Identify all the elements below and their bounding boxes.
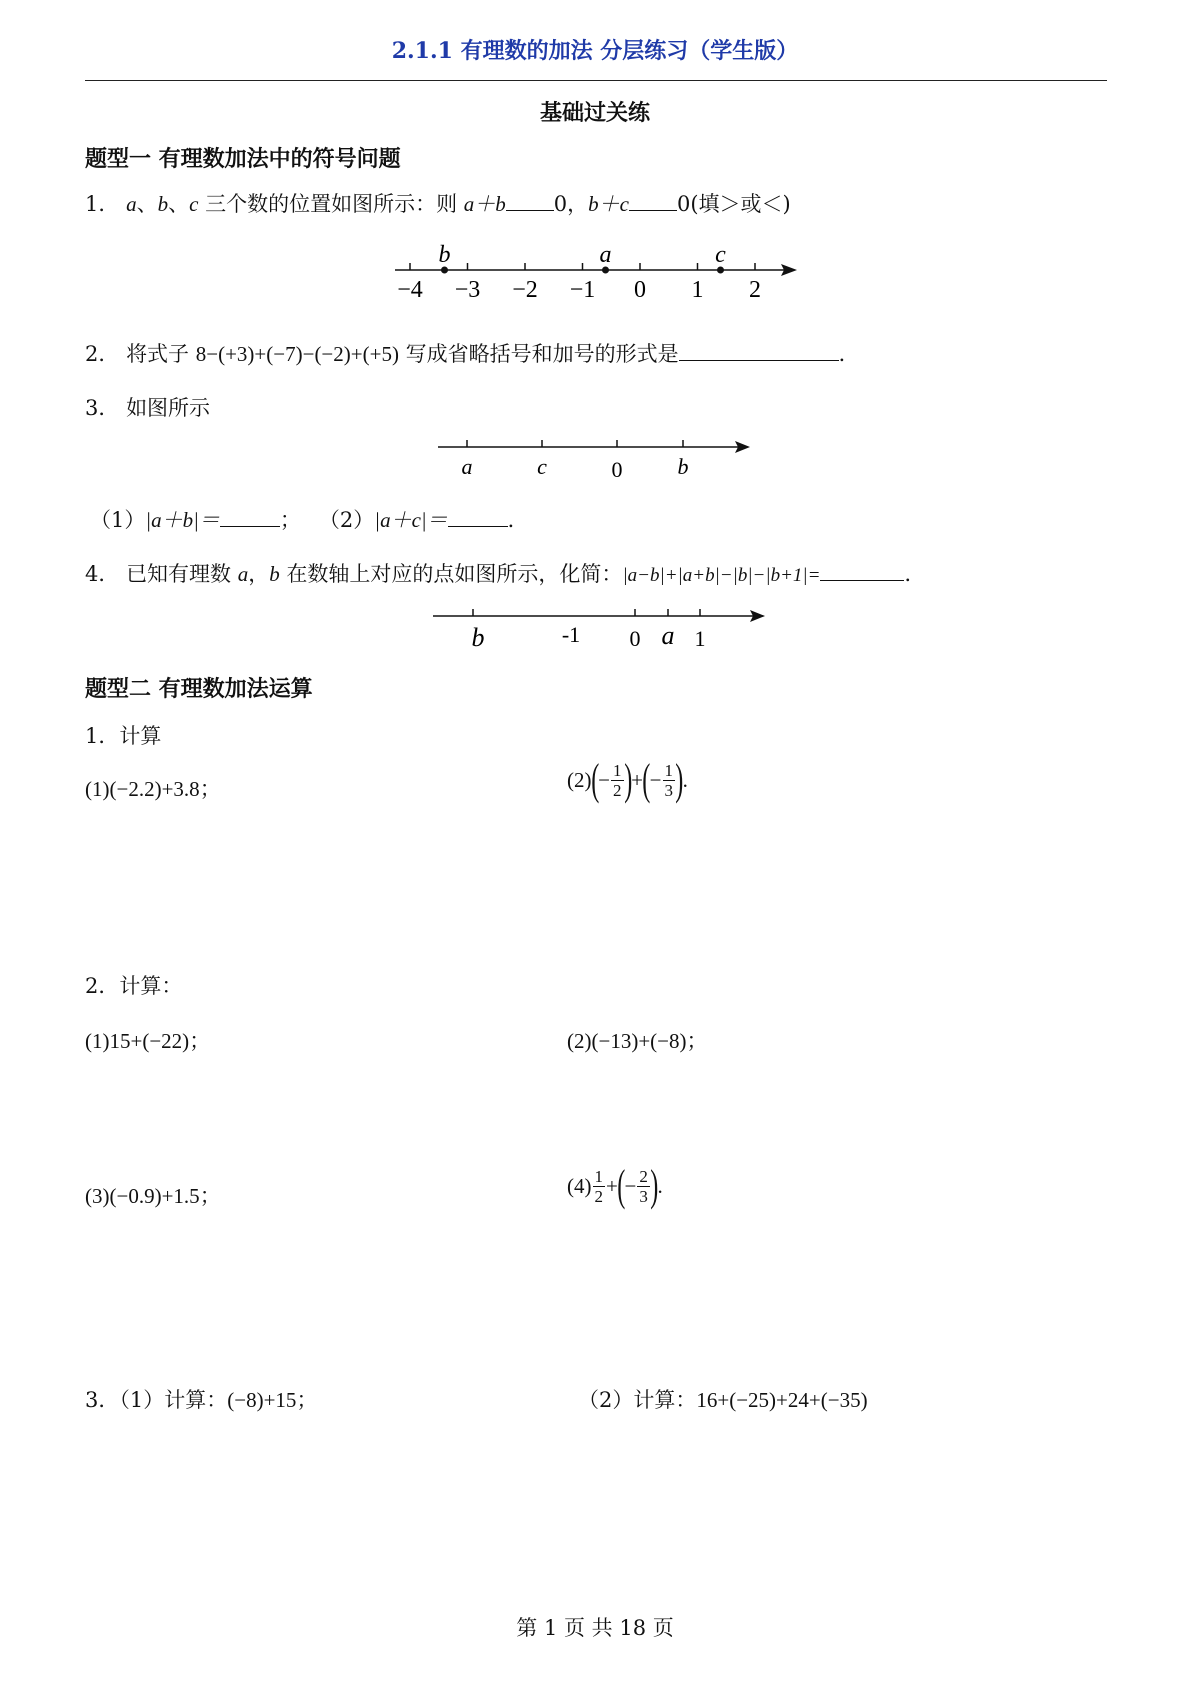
abs-expression-1: |a＋b|＝ xyxy=(145,508,220,532)
s1-question-3 xyxy=(85,392,210,422)
numerator: 1 xyxy=(594,1166,603,1186)
axis-label-c: c xyxy=(537,454,547,479)
period: ． xyxy=(838,342,860,366)
minus-sign: − xyxy=(624,1173,637,1198)
axis-tick-label: −2 xyxy=(512,277,538,303)
question-text: 已知有理数 xyxy=(126,562,238,586)
s1-question-4 xyxy=(85,558,925,588)
axis-point-label: c xyxy=(715,242,726,268)
s2-question-3-part-1 xyxy=(85,1384,317,1414)
question-number: 2． xyxy=(85,974,120,998)
document-title: 2.1.1 有理数的加法 分层练习（学生版） xyxy=(391,38,799,64)
question-number: 1． xyxy=(85,192,120,216)
fraction xyxy=(593,1167,606,1206)
expression-b-plus-c: b＋c xyxy=(588,192,629,216)
var-c: c xyxy=(189,192,199,216)
question-text: 0， xyxy=(553,192,589,216)
left-paren: ( xyxy=(642,755,651,804)
number-line-3 xyxy=(425,604,770,654)
axis-label-0: 0 xyxy=(611,457,623,480)
question-text: 计算 xyxy=(119,724,162,748)
right-paren: ) xyxy=(650,1161,659,1210)
var-a: a xyxy=(126,192,137,216)
section-heading-1: 题型一 有理数加法中的符号问题 xyxy=(85,146,401,172)
question-text: 计算： xyxy=(119,974,183,998)
axis-point-label: a xyxy=(599,242,612,268)
question-text: 0(填＞或＜) xyxy=(676,192,791,216)
number-line-1 xyxy=(385,236,805,306)
s2-q1-part-2 xyxy=(567,755,688,804)
part-label: (3) xyxy=(85,1184,110,1208)
numerator: 1 xyxy=(664,760,673,780)
expression: 16+(−25)+24+(−35) xyxy=(696,1388,868,1412)
part-label: (1) xyxy=(85,1029,110,1053)
denominator: 3 xyxy=(664,780,673,800)
var-b: b xyxy=(269,562,280,586)
period: . xyxy=(657,1173,663,1198)
s2-question-1 xyxy=(85,720,161,750)
axis-label-b: b xyxy=(677,454,689,479)
numerator: 2 xyxy=(639,1166,648,1186)
axis-label-0: 0 xyxy=(629,626,641,651)
plus-sign: + xyxy=(631,767,643,792)
s1-question-1 xyxy=(85,188,791,218)
page-footer: 第 1 页 共 18 页 xyxy=(516,1616,674,1640)
answer-blank xyxy=(506,192,554,211)
part-label: （2）计算： xyxy=(578,1388,697,1412)
var-a: a xyxy=(237,562,249,586)
answer-blank xyxy=(220,508,280,527)
numerator: 1 xyxy=(613,760,622,780)
question-text: 在数轴上对应的点如图所示，化简： xyxy=(279,562,623,586)
question-text: 如图所示 xyxy=(126,396,211,420)
axis-label-neg1: -1 xyxy=(561,622,581,647)
expression: (−8)+15 xyxy=(227,1388,297,1412)
semicolon: ； xyxy=(199,777,221,801)
axis-tick-label: −3 xyxy=(454,277,481,303)
semicolon: ； xyxy=(279,508,301,532)
question-number: 1． xyxy=(85,724,120,748)
answer-blank xyxy=(679,342,839,361)
expression: (−13)+(−8) xyxy=(591,1029,687,1053)
fraction xyxy=(611,761,624,800)
part-label: （1） xyxy=(90,508,146,532)
denominator: 2 xyxy=(594,1186,603,1206)
part-label: (2) xyxy=(567,1029,592,1053)
subtitle: 基础过关练 xyxy=(539,100,650,126)
var-b: b xyxy=(157,192,169,216)
semicolon: ； xyxy=(296,1388,318,1412)
semicolon: ； xyxy=(199,1184,221,1208)
axis-tick-label: 0 xyxy=(634,277,646,303)
axis-tick-label: −4 xyxy=(397,277,423,303)
semicolon: ； xyxy=(686,1029,708,1053)
expression: 15+(−22) xyxy=(109,1029,190,1053)
abs-expression-2: |a＋c|＝ xyxy=(374,508,448,532)
answer-blank xyxy=(448,508,508,527)
question-text: 三个数的位置如图所示：则 xyxy=(198,192,464,216)
axis-tick-label: 2 xyxy=(749,277,761,303)
period: ． xyxy=(904,562,926,586)
part-label: (1) xyxy=(85,777,110,801)
fraction xyxy=(663,761,676,800)
question-text: 将式子 xyxy=(126,342,196,366)
fraction xyxy=(637,1167,650,1206)
abs-expression: |a−b|+|a+b|−|b|−|b+1|= xyxy=(622,565,821,586)
s1-question-2 xyxy=(85,338,860,368)
axis-label-b: b xyxy=(471,623,485,652)
part-label: (4) xyxy=(567,1173,592,1198)
section-heading-2: 题型二 有理数加法运算 xyxy=(85,676,313,702)
number-line-2 xyxy=(430,430,760,480)
s2-q2-part-2 xyxy=(567,1025,708,1055)
axis-tick-label: −1 xyxy=(569,277,596,303)
axis-label-a: a xyxy=(461,454,473,479)
semicolon: ； xyxy=(189,1029,211,1053)
part-label: （2） xyxy=(318,508,375,532)
title-divider xyxy=(85,80,1107,81)
expression: 8−(+3)+(−7)−(−2)+(+5) xyxy=(195,342,399,366)
separator: 、 xyxy=(168,192,190,216)
minus-sign: − xyxy=(649,767,662,792)
left-paren: ( xyxy=(590,755,599,804)
question-text: 写成省略括号和加号的形式是 xyxy=(398,342,679,366)
plus-sign: + xyxy=(606,1173,618,1198)
right-paren: ) xyxy=(675,755,684,804)
question-number: 2． xyxy=(85,342,120,366)
s2-q2-part-4 xyxy=(567,1161,663,1210)
axis-label-1: 1 xyxy=(694,626,706,651)
left-paren: ( xyxy=(617,1161,626,1210)
axis-label-a: a xyxy=(661,621,675,650)
s2-question-3-part-2 xyxy=(578,1384,868,1414)
answer-blank xyxy=(820,562,904,581)
part-label: (2) xyxy=(567,767,592,792)
s2-q2-part-3 xyxy=(85,1180,221,1210)
denominator: 2 xyxy=(613,780,622,800)
period: . xyxy=(682,767,688,792)
question-number: 4． xyxy=(85,562,120,586)
expression: (−0.9)+1.5 xyxy=(109,1184,200,1208)
s1-question-3-parts xyxy=(90,504,529,534)
s2-q1-part-1 xyxy=(85,773,221,803)
question-number: 3． xyxy=(85,396,120,420)
expression: (−2.2)+3.8 xyxy=(109,777,200,801)
s2-question-2 xyxy=(85,970,182,1000)
separator: 、 xyxy=(136,192,158,216)
minus-sign: − xyxy=(598,767,610,792)
comma: ， xyxy=(248,562,270,586)
denominator: 3 xyxy=(639,1186,648,1206)
part-label: （1）计算： xyxy=(119,1388,228,1412)
axis-point-label: b xyxy=(438,242,451,268)
expression-a-plus-b: a＋b xyxy=(463,192,506,216)
axis-tick-label: 1 xyxy=(691,277,704,303)
right-paren: ) xyxy=(623,755,632,804)
s2-q2-part-1 xyxy=(85,1025,210,1055)
question-number: 3． xyxy=(85,1388,120,1412)
answer-blank xyxy=(629,192,677,211)
period: ． xyxy=(507,508,529,532)
